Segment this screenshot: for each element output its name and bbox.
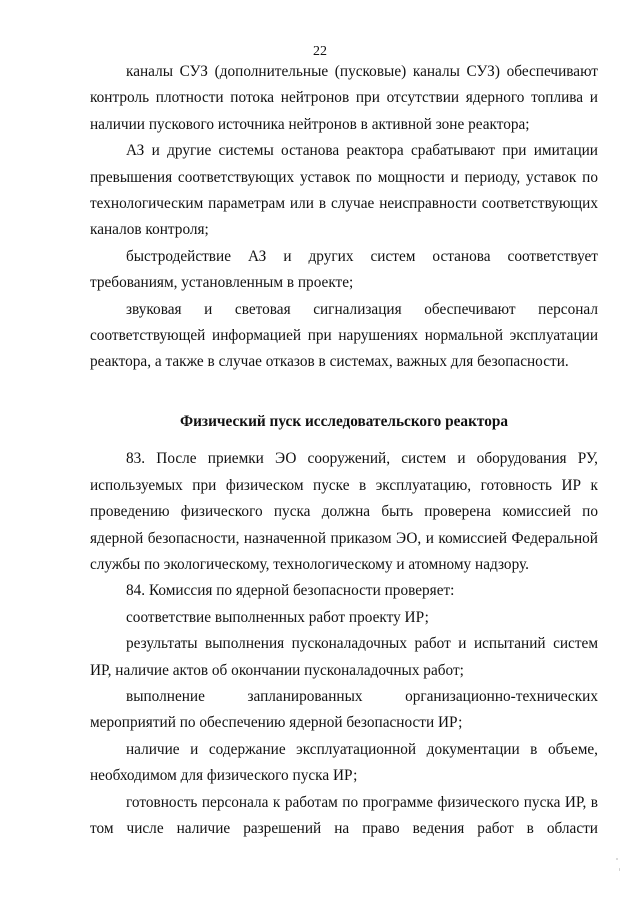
document-body [90, 59, 598, 842]
paragraph-item-83: 83. После приемки ЭО сооружений, систем и оборудования РУ, используемых при физическом пуске в эксплуатацию, готовность ИР к проведению физического пуска должна быть проверена комиссией по ядерной безопасности, назначенной приказом ЭО, и комиссией Федеральной службы по экологическому, технологическому и атомному надзору. [90, 450, 598, 573]
scan-speck [619, 868, 620, 871]
paragraph-suz-channels: каналы СУЗ (дополнительные (пусковые) каналы СУЗ) обеспечивают контроль плотности потока нейтронов при отсутствии ядерного топлива и наличии пускового источника нейтронов в активной зоне реактора; [90, 63, 598, 133]
paragraph-shutdown-systems: АЗ и другие системы останова реактора срабатывают при имитации превышения соответствующих уставок по мощности и периоду, уставок по технологическим параметрам или в случае неисправности соответствующих каналов контроля; [90, 142, 598, 239]
paragraph-alarm-signaling: звуковая и световая сигнализация обеспечивают персонал соответствующей информацией при нарушениях нормальной эксплуатации реактора, а также в случае отказов в системах, важных для безопасности. [90, 300, 598, 371]
list-item-documentation: наличие и содержание эксплуатационной документации в объеме, необходимом для физического пуска ИР; [90, 740, 598, 785]
scan-speck [616, 858, 618, 860]
list-item-project-compliance: соответствие выполненных работ проекту ИР; [126, 608, 429, 626]
list-item-personnel-readiness: готовность персонала к работам по программе физического пуска ИР, в том числе наличие разрешений на право ведения работ в области [90, 793, 598, 837]
section-heading: Физический пуск исследовательского реактора [179, 412, 508, 430]
paragraph-item-84: 84. Комиссия по ядерной безопасности проверяет: [126, 582, 455, 600]
list-item-safety-measures: выполнение запланированных организационно-технических мероприятий по обеспечению ядерной безопасности ИР; [90, 687, 598, 732]
paragraph-response-time: быстродействие АЗ и других систем останова соответствует требованиям, установленным в проекте; [90, 247, 598, 292]
list-item-commissioning-results: результаты выполнения пусконаладочных работ и испытаний систем ИР, наличие актов об окончании пусконаладочных работ; [90, 635, 598, 679]
page-number: 22 [313, 44, 327, 59]
